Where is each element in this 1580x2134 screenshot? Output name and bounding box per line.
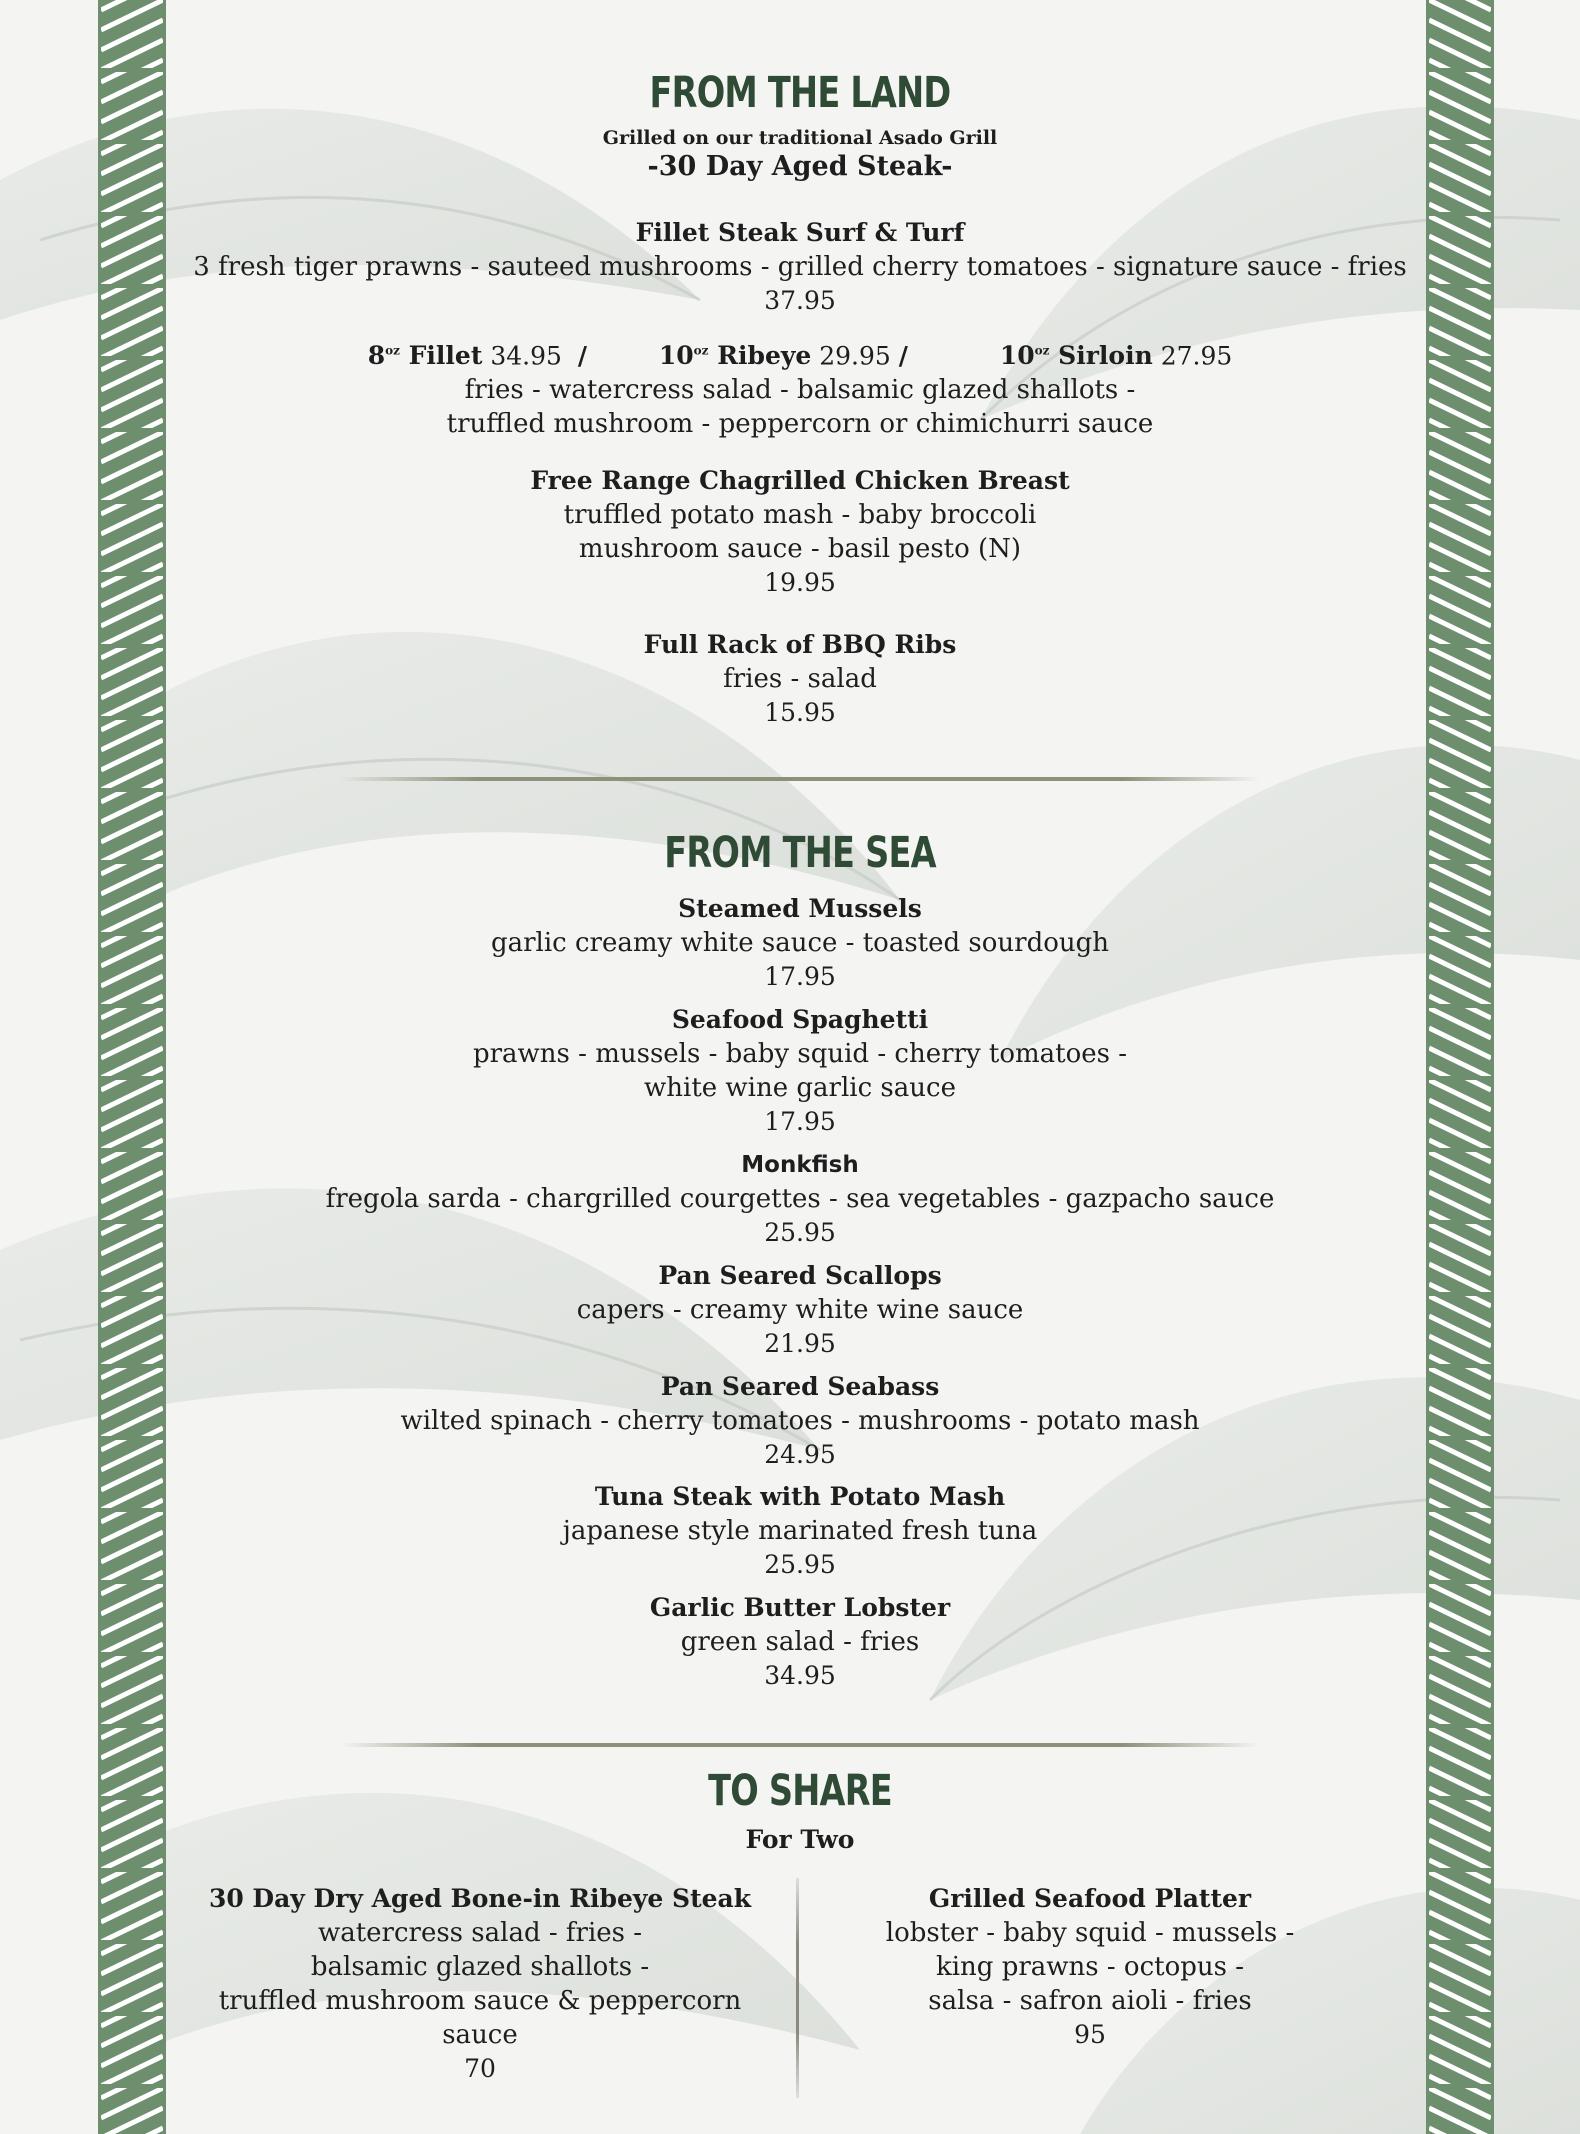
share-title: TO SHARE — [708, 1766, 892, 1816]
share-section — [180, 1768, 1420, 1854]
item-desc: white wine garlic sauce — [644, 1073, 956, 1103]
item-desc: mushroom sauce - basil pesto (N) — [578, 534, 1022, 564]
item-price: 95 — [1074, 2020, 1106, 2049]
surf-turf-item — [180, 216, 1420, 318]
section-divider — [340, 777, 1260, 781]
sea-item — [180, 1591, 1420, 1693]
steaks-item — [180, 334, 1420, 441]
share-left-item — [180, 1882, 780, 2086]
share-column-divider — [796, 1878, 799, 2098]
item-desc: capers - creamy white wine sauce — [576, 1295, 1024, 1325]
item-desc: truffled potato mash - baby broccoli — [563, 500, 1037, 530]
share-subtitle: For Two — [745, 1825, 855, 1855]
sea-item — [180, 892, 1420, 994]
item-price: 25.95 — [764, 1550, 836, 1579]
item-price: 25.95 — [764, 1218, 836, 1247]
land-tagline: -30 Day Aged Steak- — [647, 151, 953, 183]
item-desc: watercress salad - fries - — [317, 1918, 643, 1948]
item-price: 34.95 — [764, 1661, 836, 1690]
steak-sizes-row — [180, 334, 1420, 373]
item-name: Garlic Butter Lobster — [649, 1593, 951, 1622]
item-desc: green salad - fries — [680, 1627, 920, 1657]
sea-item — [180, 1148, 1420, 1250]
item-name: Pan Seared Scallops — [658, 1261, 942, 1290]
item-price: 17.95 — [764, 1107, 836, 1136]
item-name: 30 Day Dry Aged Bone-in Ribeye Steak — [208, 1884, 752, 1913]
item-desc: lobster - baby squid - mussels - — [885, 1918, 1295, 1948]
land-section — [180, 70, 1420, 182]
item-desc: japanese style marinated fresh tuna — [562, 1516, 1038, 1546]
item-name: Grilled Seafood Platter — [928, 1884, 1252, 1913]
item-name: Full Rack of BBQ Ribs — [643, 630, 957, 659]
item-price: 19.95 — [764, 568, 836, 597]
item-desc: wilted spinach - cherry tomatoes - mushrooms - potato mash — [400, 1406, 1200, 1436]
item-name: Tuna Steak with Potato Mash — [594, 1482, 1006, 1511]
item-name: Free Range Chagrilled Chicken Breast — [530, 466, 1070, 495]
sea-item — [180, 1003, 1420, 1139]
sea-title: FROM THE SEA — [664, 828, 936, 878]
item-price: 15.95 — [764, 698, 836, 727]
item-desc: balsamic glazed shallots - — [310, 1952, 650, 1982]
item-desc: truffled mushroom - peppercorn or chimichurri sauce — [446, 409, 1154, 440]
section-divider — [340, 1743, 1260, 1747]
item-desc: prawns - mussels - baby squid - cherry tomatoes - — [472, 1039, 1128, 1069]
item-desc: 3 fresh tiger prawns - sauteed mushrooms - grilled cherry tomatoes - signature sauce - fries — [193, 252, 1407, 282]
item-price: 37.95 — [764, 286, 836, 315]
item-name: Monkfish — [741, 1152, 859, 1178]
item-desc: truffled mushroom sauce & peppercorn sauce — [218, 1986, 742, 2050]
steak-option: $8^{oz}$ Fillet 34.95 / — [367, 341, 587, 371]
sea-section — [180, 830, 1420, 877]
left-pattern-border — [98, 0, 166, 2134]
item-desc: fries - salad — [723, 664, 877, 694]
item-price: 21.95 — [764, 1329, 836, 1358]
item-desc: fregola sarda - chargrilled courgettes - sea vegetables - gazpacho sauce — [325, 1184, 1275, 1214]
land-subtitle: Grilled on our traditional Asado Grill — [602, 127, 998, 150]
land-title: FROM THE LAND — [649, 68, 951, 118]
item-name: Fillet Steak Surf & Turf — [635, 218, 965, 247]
item-desc: salsa - safron aioli - fries — [928, 1986, 1252, 2016]
share-right-item — [840, 1882, 1340, 2052]
item-price: 17.95 — [764, 962, 836, 991]
steak-option: $10^{oz}$ Sirloin 27.95 — [999, 341, 1233, 371]
sea-item — [180, 1259, 1420, 1361]
right-pattern-border — [1426, 0, 1494, 2134]
item-name: Seafood Spaghetti — [671, 1005, 929, 1034]
item-desc: garlic creamy white sauce - toasted sourdough — [490, 928, 1110, 958]
item-price: 24.95 — [764, 1440, 836, 1469]
item-name: Steamed Mussels — [678, 894, 922, 923]
item-desc: king prawns - octopus - — [935, 1952, 1245, 1982]
chicken-item — [180, 464, 1420, 600]
item-price: 70 — [464, 2054, 496, 2083]
ribs-item — [180, 628, 1420, 730]
item-name: Pan Seared Seabass — [660, 1372, 940, 1401]
steak-option: $10^{oz}$ Ribeye 29.95 / — [658, 341, 908, 371]
sea-item — [180, 1370, 1420, 1472]
sea-item — [180, 1480, 1420, 1582]
item-desc: fries - watercress salad - balsamic glazed shallots - — [464, 375, 1136, 406]
